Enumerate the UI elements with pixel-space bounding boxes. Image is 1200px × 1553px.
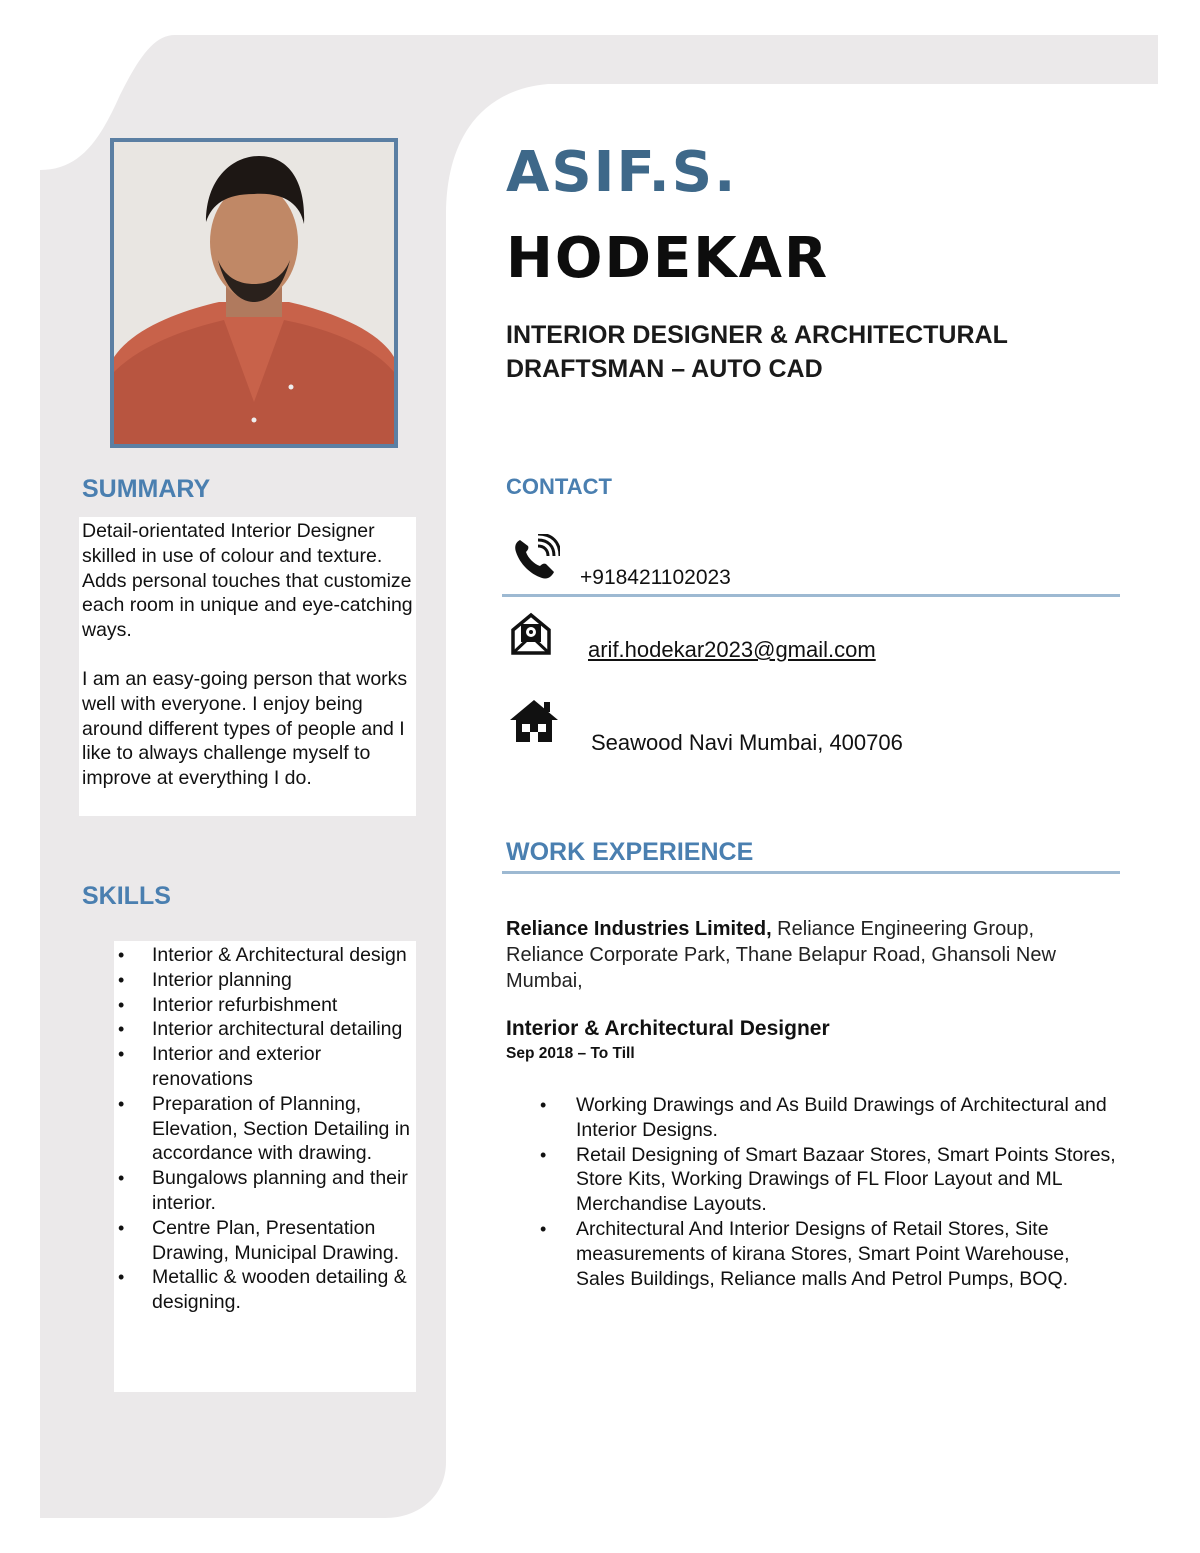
company-name: Reliance Industries Limited,: [506, 918, 772, 940]
contact-heading: CONTACT: [506, 474, 612, 499]
skill-item: • Metallic & wooden detailing & designing.: [152, 1265, 416, 1315]
job-role: [506, 318, 1066, 386]
skills-heading: SKILLS: [82, 882, 171, 910]
phone-number[interactable]: +918421102023: [580, 566, 731, 589]
work-divider: [502, 871, 1120, 874]
summary-paragraph-1: Detail-orientated Interior Designer skilled in use of colour and texture. Adds personal touches that customize each room in unique and eye-catching ways.: [82, 520, 413, 642]
job-title: Interior & Architectural Designer: [506, 1017, 830, 1040]
work-bullet: • Working Drawings and As Build Drawings of Architectural and Interior Designs.: [576, 1093, 1116, 1143]
company-detail: Reliance Engineering Group, Reliance Corporate Park, Thane Belapur Road, Ghansoli New Mumbai,: [506, 918, 1056, 992]
role-line-2: DRAFTSMAN – AUTO CAD: [506, 355, 823, 383]
email-address[interactable]: arif.hodekar2023@gmail.com: [588, 637, 876, 662]
skill-item: • Centre Plan, Presentation Drawing, Municipal Drawing.: [152, 1216, 416, 1266]
name-first: ASIF.S.: [506, 140, 738, 205]
work-experience-heading: WORK EXPERIENCE: [506, 838, 754, 866]
summary-heading: SUMMARY: [82, 475, 211, 503]
address: Seawood Navi Mumbai, 400706: [591, 730, 903, 755]
skill-item: • Interior refurbishment: [152, 993, 416, 1018]
skill-item: • Interior planning: [152, 968, 416, 993]
role-line-1: INTERIOR DESIGNER & ARCHITECTURAL: [506, 321, 1008, 349]
skill-item: • Interior & Architectural design: [152, 943, 416, 968]
job-dates: Sep 2018 – To Till: [506, 1045, 635, 1062]
contact-divider: [502, 594, 1120, 597]
home-icon: [508, 698, 560, 744]
profile-photo: [110, 138, 398, 448]
name-last: HODEKAR: [506, 226, 830, 291]
skill-item: • Interior and exterior renovations: [152, 1042, 416, 1092]
skills-list: [114, 943, 416, 1315]
work-bullet: • Retail Designing of Smart Bazaar Stores, Smart Points Stores, Store Kits, Working Drawings of FL Floor Layout and ML Merchandise Layouts.: [576, 1143, 1116, 1217]
work-bullet: • Architectural And Interior Designs of Retail Stores, Site measurements of kirana Stores, Smart Point Warehouse, Sales Buildings, Reliance malls And Petrol Pumps, BOQ.: [576, 1217, 1116, 1291]
skill-item: • Preparation of Planning, Elevation, Section Detailing in accordance with drawing.: [152, 1092, 416, 1166]
skills-box: [114, 941, 416, 1392]
email-icon: [510, 612, 552, 656]
work-bullets: [576, 1093, 1116, 1291]
summary-paragraph-2: I am an easy-going person that works well with everyone. I enjoy being around different types of people and I like to always challenge myself to improve at everything I do.: [82, 667, 408, 790]
phone-icon: [512, 534, 560, 580]
work-company: [506, 916, 1116, 994]
skill-item: • Bungalows planning and their interior.: [152, 1166, 416, 1216]
skill-item: • Interior architectural detailing: [152, 1017, 416, 1042]
summary-box: [79, 517, 416, 816]
